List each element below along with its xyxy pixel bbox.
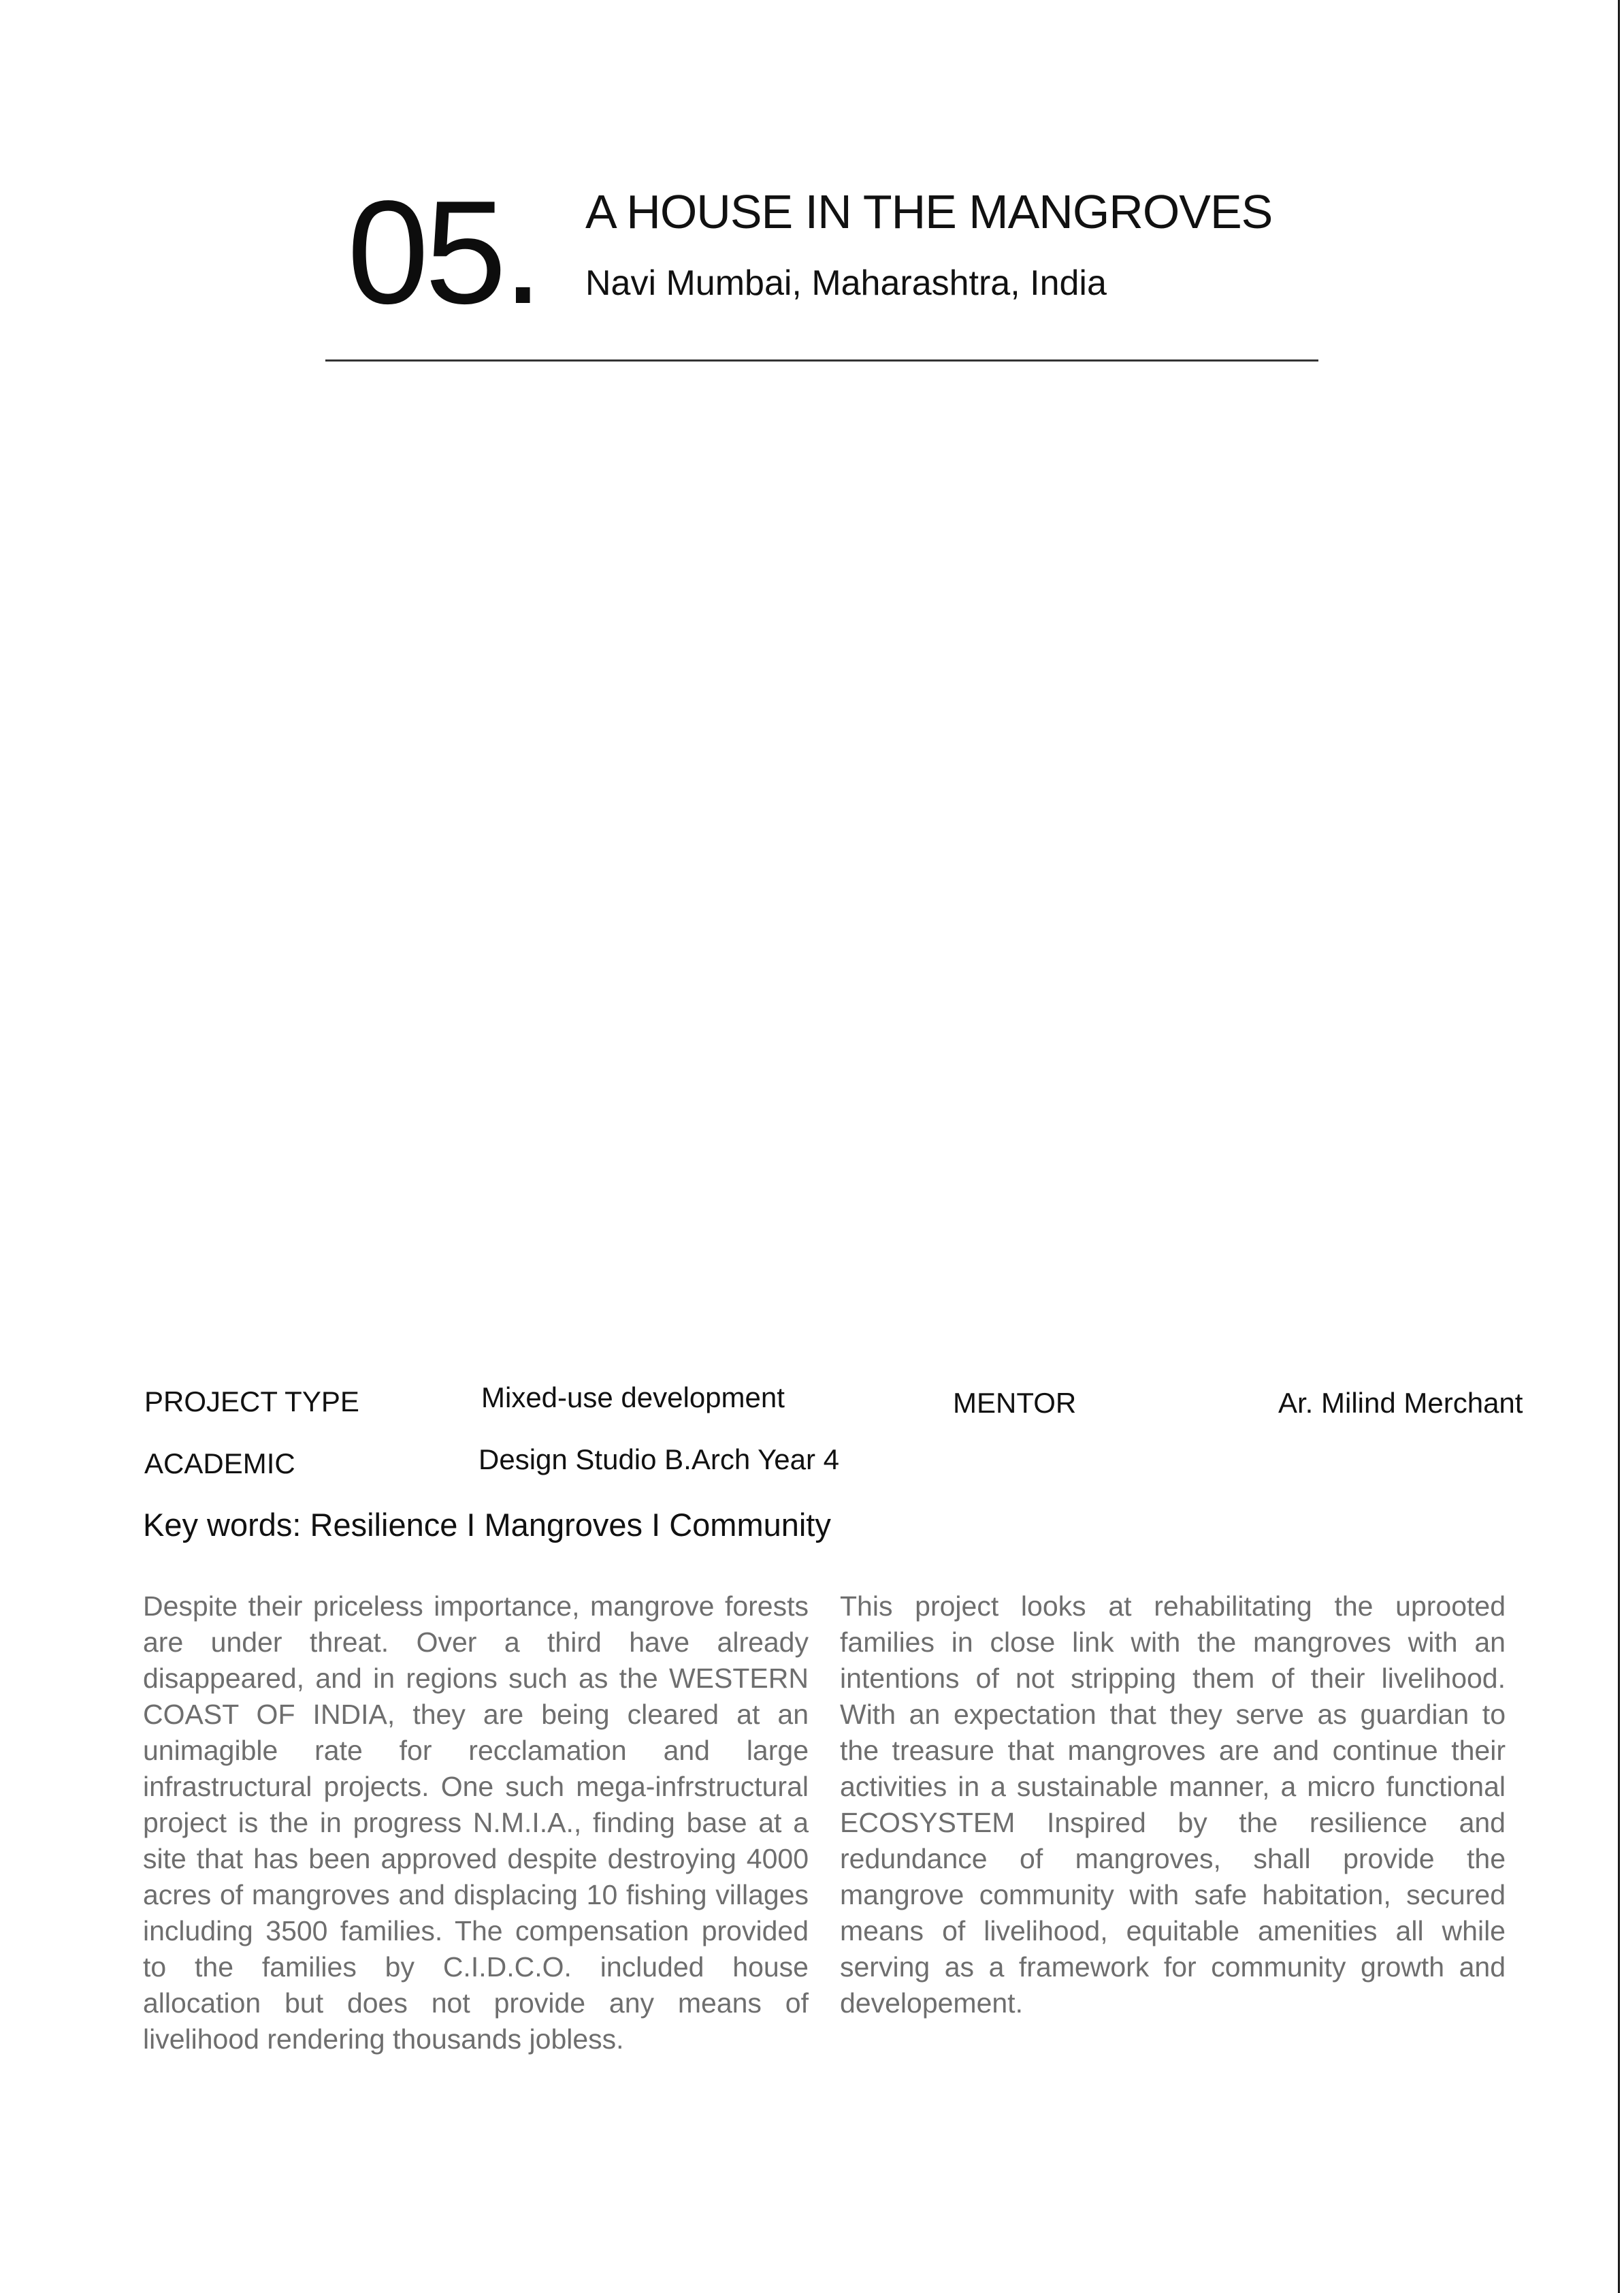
project-title: A HOUSE IN THE MANGROVES [585,185,1273,238]
mentor-label: MENTOR [953,1387,1077,1419]
body-text-left: Despite their priceless importance, mangrove forests are under threat. Over a third have already disappeared, and in regions such as the WESTERN COAST OF INDIA, they are being cleared at an unimagible rate for recclamation and large infrastructural projects. One such mega-infrstructural project is the in progress N.M.I.A., finding base at a site that has been approved despite destroying 4000 acres of mangroves and displacing 10 fishing villages including 3500 families. The compensation provided to the families by C.I.D.C.O. included house allocation but does not provide any means of livelihood rendering thousands jobless. [143,1590,809,2055]
project-number: 05. [347,170,540,334]
category-value: Design Studio B.Arch Year 4 [478,1443,840,1475]
keywords: Key words: Resilience I Mangroves I Community [143,1507,831,1543]
mentor-value: Ar. Milind Merchant [1278,1387,1523,1419]
category-label: ACADEMIC [144,1447,295,1479]
title-divider [325,359,1318,362]
project-type-label: PROJECT TYPE [144,1385,359,1417]
page-edge-rule [1618,0,1620,2293]
project-location: Navi Mumbai, Maharashtra, India [585,263,1107,303]
body-text-right: This project looks at rehabilitating the uprooted families in close link with the mangroves with an intentions of not stripping them of their livelihood. With an expectation that they serve as guardian to the treasure that mangroves are and continue their activities in a sustainable manner, a micro functional ECOSYSTEM Inspired by the resilience and redundance of mangroves, shall provide the mangrove community with safe habitation, secured means of livelihood, equitable amenities all while serving as a framework for community growth and developement. [840,1590,1506,2019]
project-type-value: Mixed-use development [481,1381,785,1413]
